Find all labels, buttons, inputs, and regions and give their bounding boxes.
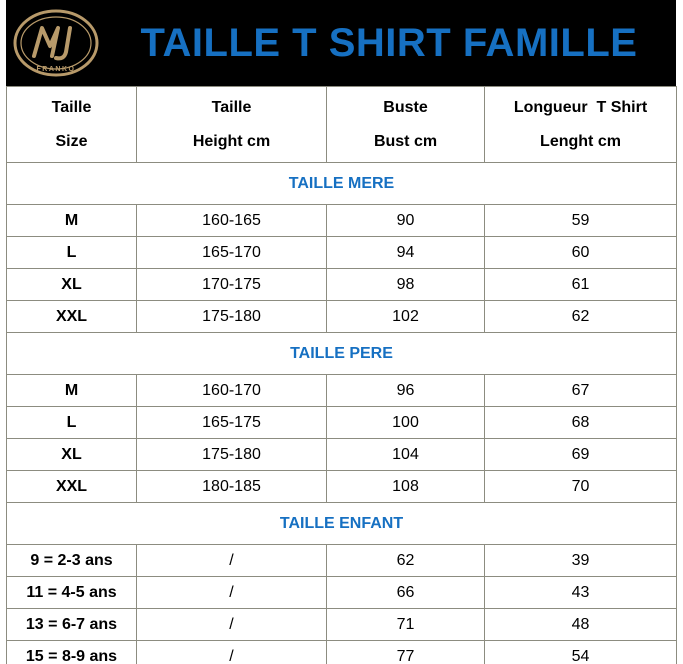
table-row: XL 170-175 98 61 bbox=[7, 269, 677, 301]
header-banner bbox=[6, 0, 676, 86]
table-row: 13 = 6-7 ans / 71 48 bbox=[7, 609, 677, 641]
column-header-height: Taille Height cm bbox=[137, 87, 327, 163]
page-title: TAILLE T SHIRT FAMILLE bbox=[140, 21, 638, 65]
section-header-pere: TAILLE PERE bbox=[7, 333, 677, 375]
column-header-size: Taille Size bbox=[7, 87, 137, 163]
table-row: 9 = 2-3 ans / 62 39 bbox=[7, 545, 677, 577]
table-row: L 165-170 94 60 bbox=[7, 237, 677, 269]
section-header-enfant: TAILLE ENFANT bbox=[7, 503, 677, 545]
table-row: 11 = 4-5 ans / 66 43 bbox=[7, 577, 677, 609]
table-row: 15 = 8-9 ans / 77 54 bbox=[7, 641, 677, 664]
column-header-length: Longueur T Shirt Lenght cm bbox=[485, 87, 677, 163]
franko-logo-icon bbox=[12, 8, 100, 78]
section-header-mere: TAILLE MERE bbox=[7, 163, 677, 205]
table-row: L 165-175 100 68 bbox=[7, 407, 677, 439]
table-row: XL 175-180 104 69 bbox=[7, 439, 677, 471]
column-header-bust: Buste Bust cm bbox=[327, 87, 485, 163]
table-header-row bbox=[7, 87, 677, 163]
table-row: M 160-170 96 67 bbox=[7, 375, 677, 407]
table-row: M 160-165 90 59 bbox=[7, 205, 677, 237]
table-row: XXL 180-185 108 70 bbox=[7, 471, 677, 503]
table-row: XXL 175-180 102 62 bbox=[7, 301, 677, 333]
size-chart-table bbox=[6, 86, 677, 664]
logo-text: FRANKO bbox=[36, 66, 76, 73]
